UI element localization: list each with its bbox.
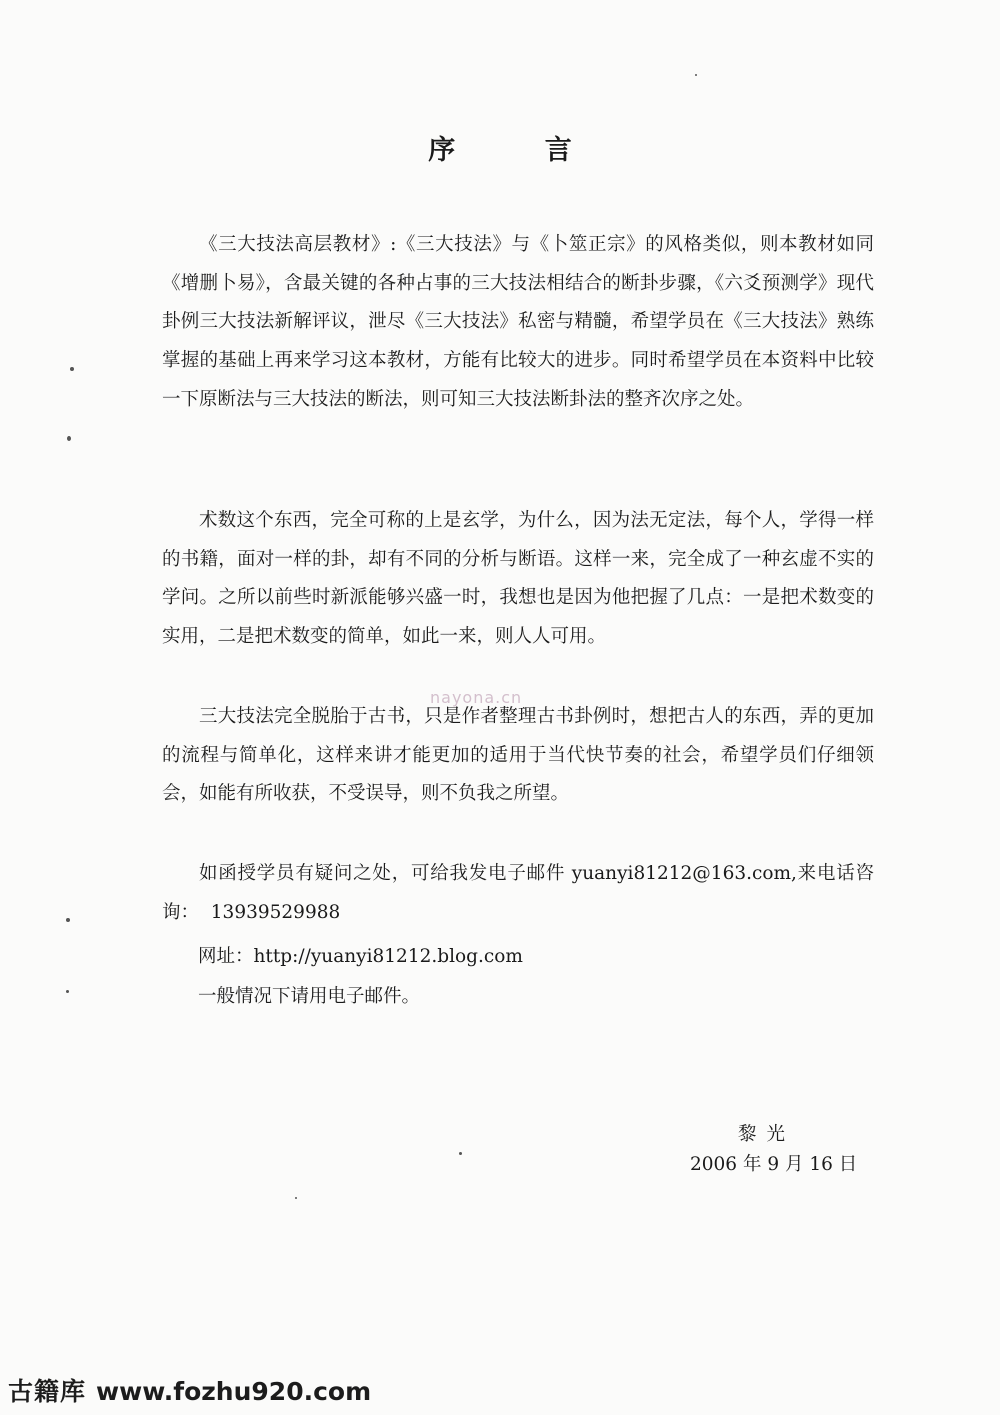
paragraph-1-text: 《三大技法高层教材》:《三大技法》与《卜筮正宗》的风格类似，则本教材如同《增删卜易》，含最关键的各种占事的三大技法相结合的断卦步骤，《六爻预测学》现代卦例三大技法新解评议，泄尽《三大技法》私密与精髓，希望学员在《三大技法》熟练掌握的基础上再来学习这本教材，方能有比较大的进步。同时希望学员在本资料中比较一下原断法与三大技法的断法，则可知三大技法断卦法的整齐次序之处。 bbox=[162, 234, 874, 410]
footer-site-name: 古籍库 bbox=[8, 1377, 87, 1406]
footer-logo bbox=[8, 1372, 371, 1408]
scan-speck bbox=[459, 1152, 462, 1155]
contact-text bbox=[162, 855, 874, 932]
scan-speck bbox=[695, 74, 697, 76]
contact-phone: 13939529988 bbox=[210, 901, 341, 923]
paragraph-2 bbox=[162, 502, 874, 657]
paragraph-2-text: 术数这个东西，完全可称的上是玄学，为什么，因为法无定法，每个人，学得一样的书籍，面对一样的卦，却有不同的分析与断语。这样一来，完全成了一种玄虚不实的学问。之所以前些时新派能够兴盛一时，我想也是因为他把握了几点：一是把术数变的实用，二是把术数变的简单，如此一来，则人人可用。 bbox=[162, 510, 874, 648]
signature-date: 2006 年 9 月 16 日 bbox=[690, 1154, 858, 1175]
paragraph-3 bbox=[162, 698, 874, 814]
scan-speck bbox=[67, 436, 71, 441]
scan-speck bbox=[66, 990, 69, 993]
scan-speck bbox=[70, 367, 74, 371]
author-name: 黎光 bbox=[738, 1124, 796, 1145]
paragraph-1 bbox=[162, 226, 874, 420]
footer-site-url: www.fozhu920.com bbox=[96, 1377, 372, 1406]
scan-speck bbox=[295, 1197, 297, 1199]
watermark: nayona.cn bbox=[430, 688, 523, 707]
contact-email-text: 如函授学员有疑问之处，可给我发电子邮件 yuanyi81212@163.com,来电话咨询： bbox=[162, 863, 874, 923]
blog-url: 网址：http://yuanyi81212.blog.com bbox=[198, 946, 523, 967]
scan-speck bbox=[66, 918, 70, 922]
paragraph-3-text: 三大技法完全脱胎于古书，只是作者整理古书卦例时，想把古人的东西，弄的更加的流程与简单化，这样来讲才能更加的适用于当代快节奏的社会，希望学员们仔细领会，如能有所收获，不受误导，则不负我之所望。 bbox=[162, 706, 874, 805]
page-title: 序 言 bbox=[428, 135, 612, 166]
contact-paragraph bbox=[162, 855, 874, 932]
email-note: 一般情况下请用电子邮件。 bbox=[198, 986, 421, 1007]
